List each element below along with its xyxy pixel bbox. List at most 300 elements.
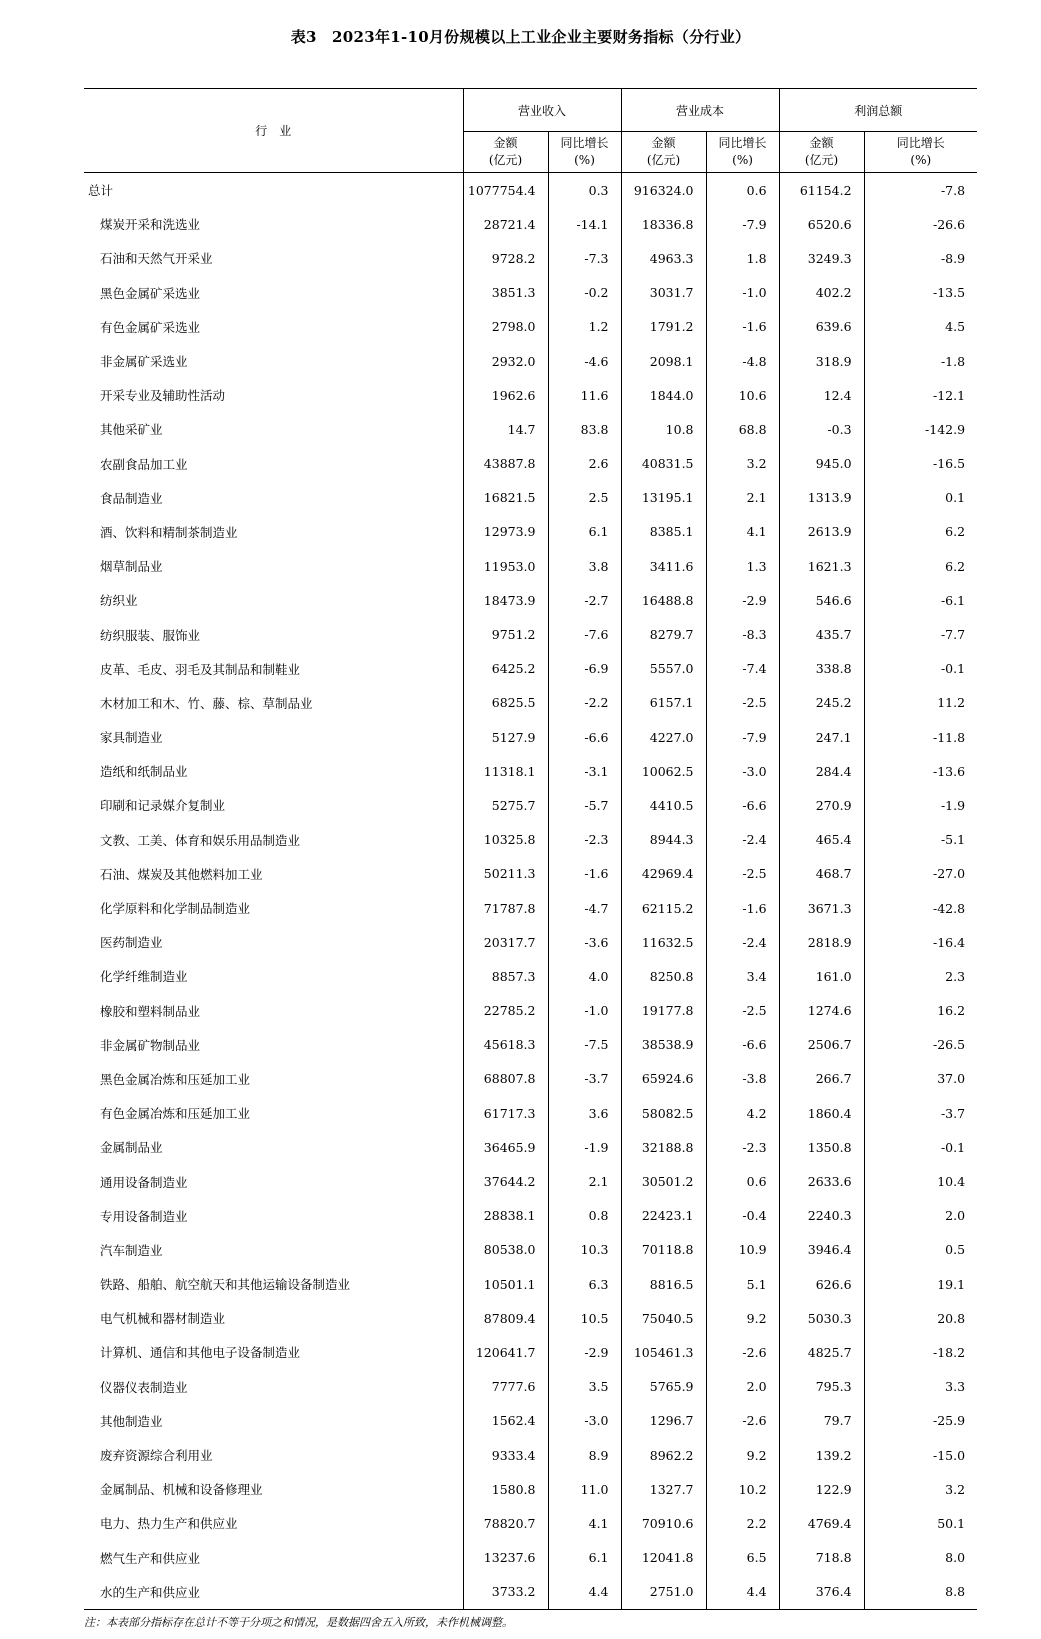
profit-growth-cell: -7.8 <box>864 173 977 208</box>
revenue-amount-cell: 10325.8 <box>463 823 548 857</box>
revenue-growth-cell: 10.3 <box>548 1233 621 1267</box>
profit-amount-cell: 3249.3 <box>779 241 864 275</box>
industry-name-cell: 黑色金属冶炼和压延加工业 <box>100 1071 251 1087</box>
cost-growth-cell: 0.6 <box>706 1164 779 1198</box>
cost-growth-cell: -2.6 <box>706 1404 779 1438</box>
profit-growth-cell: -11.8 <box>864 720 977 754</box>
profit-amount-cell: 3946.4 <box>779 1233 864 1267</box>
cost-growth-cell: -2.5 <box>706 857 779 891</box>
cost-growth-cell: -1.0 <box>706 276 779 310</box>
industry-name-cell: 汽车制造业 <box>100 1242 163 1258</box>
cost-amount-cell: 8944.3 <box>621 823 706 857</box>
table-row <box>84 652 977 686</box>
cost-growth-cell: -7.9 <box>706 207 779 241</box>
revenue-amount-cell: 68807.8 <box>463 1062 548 1096</box>
revenue-growth-cell: -3.0 <box>548 1404 621 1438</box>
cost-amount-cell: 6157.1 <box>621 686 706 720</box>
industry-name-cell: 黑色金属矿采选业 <box>100 285 201 301</box>
cost-growth-cell: 68.8 <box>706 412 779 446</box>
profit-amount-cell: 435.7 <box>779 617 864 651</box>
cost-amount-cell: 5765.9 <box>621 1370 706 1404</box>
profit-amount-cell: 4825.7 <box>779 1335 864 1369</box>
revenue-growth-cell: -2.9 <box>548 1335 621 1369</box>
revenue-amount-cell: 28838.1 <box>463 1199 548 1233</box>
table-row <box>84 1096 977 1130</box>
cost-amount-cell: 70118.8 <box>621 1233 706 1267</box>
profit-growth-cell: 6.2 <box>864 549 977 583</box>
cost-amount-cell: 42969.4 <box>621 857 706 891</box>
profit-amount-cell: 2506.7 <box>779 1028 864 1062</box>
cost-amount-cell: 19177.8 <box>621 994 706 1028</box>
table-row <box>84 1575 977 1610</box>
table-row <box>84 891 977 925</box>
industry-name-cell: 有色金属冶炼和压延加工业 <box>100 1106 251 1122</box>
table-row <box>84 447 977 481</box>
profit-amount-cell: 247.1 <box>779 720 864 754</box>
cost-growth-cell: 2.2 <box>706 1506 779 1540</box>
profit-growth-cell: 50.1 <box>864 1506 977 1540</box>
cost-growth-cell: 3.4 <box>706 959 779 993</box>
profit-growth-cell: -3.7 <box>864 1096 977 1130</box>
cost-amount-cell: 1844.0 <box>621 378 706 412</box>
profit-growth-cell: -42.8 <box>864 891 977 925</box>
revenue-amount-cell: 2798.0 <box>463 310 548 344</box>
revenue-growth-cell: 1.2 <box>548 310 621 344</box>
industry-name-cell: 纺织服装、服饰业 <box>100 627 201 643</box>
table-row <box>84 1335 977 1369</box>
revenue-amount-cell: 3733.2 <box>463 1575 548 1610</box>
profit-amount-cell: 2633.6 <box>779 1164 864 1198</box>
table-row <box>84 241 977 275</box>
revenue-amount-cell: 1580.8 <box>463 1472 548 1506</box>
profit-amount-cell: 266.7 <box>779 1062 864 1096</box>
industry-name-cell: 仪器仪表制造业 <box>100 1379 188 1395</box>
table-row <box>84 549 977 583</box>
profit-amount-cell: 402.2 <box>779 276 864 310</box>
table-row <box>84 207 977 241</box>
revenue-amount-cell: 61717.3 <box>463 1096 548 1130</box>
revenue-amount-cell: 3851.3 <box>463 276 548 310</box>
revenue-amount-cell: 20317.7 <box>463 925 548 959</box>
profit-growth-cell: -18.2 <box>864 1335 977 1369</box>
cost-amount-cell: 58082.5 <box>621 1096 706 1130</box>
table-row <box>84 1164 977 1198</box>
profit-growth-cell: -26.6 <box>864 207 977 241</box>
revenue-amount-cell: 22785.2 <box>463 994 548 1028</box>
industry-name-cell: 橡胶和塑料制品业 <box>100 1003 201 1019</box>
industry-name-cell: 水的生产和供应业 <box>84 1575 463 1610</box>
revenue-growth-cell: -2.2 <box>548 686 621 720</box>
profit-amount-cell: 1350.8 <box>779 1130 864 1164</box>
revenue-amount-cell: 9333.4 <box>463 1438 548 1472</box>
industry-name-cell: 纺织业 <box>100 593 138 609</box>
profit-amount-cell: 284.4 <box>779 754 864 788</box>
table-row <box>84 1199 977 1233</box>
profit-growth-cell: 2.3 <box>864 959 977 993</box>
industry-name-cell: 煤炭开采和洗选业 <box>100 217 201 233</box>
revenue-amount-cell: 5275.7 <box>463 788 548 822</box>
financial-indicators-table <box>84 88 977 1610</box>
revenue-growth-cell: -4.7 <box>548 891 621 925</box>
profit-growth-cell: 3.2 <box>864 1472 977 1506</box>
table-row <box>84 1028 977 1062</box>
cost-growth-cell: -2.4 <box>706 925 779 959</box>
cost-amount-cell: 1791.2 <box>621 310 706 344</box>
profit-amount-cell: 122.9 <box>779 1472 864 1506</box>
revenue-amount-cell: 120641.7 <box>463 1335 548 1369</box>
revenue-growth-cell: -3.7 <box>548 1062 621 1096</box>
profit-growth-cell: -6.1 <box>864 583 977 617</box>
table-row <box>84 857 977 891</box>
revenue-growth-cell: -14.1 <box>548 207 621 241</box>
profit-growth-cell: -12.1 <box>864 378 977 412</box>
cost-amount-cell: 40831.5 <box>621 447 706 481</box>
revenue-growth-cell: 3.6 <box>548 1096 621 1130</box>
cost-amount-cell: 3031.7 <box>621 276 706 310</box>
cost-amount-cell: 3411.6 <box>621 549 706 583</box>
revenue-growth-cell: 2.5 <box>548 481 621 515</box>
cost-growth-cell: 9.2 <box>706 1438 779 1472</box>
profit-growth-cell: 6.2 <box>864 515 977 549</box>
profit-growth-cell: -0.1 <box>864 652 977 686</box>
profit-growth-cell: -7.7 <box>864 617 977 651</box>
profit-amount-cell: 5030.3 <box>779 1301 864 1335</box>
cost-growth-cell: 2.0 <box>706 1370 779 1404</box>
profit-amount-cell: 12.4 <box>779 378 864 412</box>
cost-growth-cell: 10.2 <box>706 1472 779 1506</box>
industry-name-cell: 非金属矿物制品业 <box>100 1037 201 1053</box>
profit-header: 利润总额 <box>779 89 977 132</box>
table-row <box>84 994 977 1028</box>
table-row <box>84 344 977 378</box>
revenue-amount-header: 金额 (亿元) <box>463 132 548 173</box>
revenue-growth-cell: 4.1 <box>548 1506 621 1540</box>
revenue-amount-cell: 71787.8 <box>463 891 548 925</box>
cost-amount-cell: 4963.3 <box>621 241 706 275</box>
cost-amount-cell: 4410.5 <box>621 788 706 822</box>
cost-growth-cell: 4.1 <box>706 515 779 549</box>
revenue-amount-cell: 7777.6 <box>463 1370 548 1404</box>
profit-growth-cell: -1.9 <box>864 788 977 822</box>
cost-growth-cell: 6.5 <box>706 1541 779 1575</box>
revenue-amount-cell: 18473.9 <box>463 583 548 617</box>
industry-header: 行 业 <box>84 89 463 173</box>
profit-amount-cell: 468.7 <box>779 857 864 891</box>
revenue-growth-cell: 2.6 <box>548 447 621 481</box>
cost-growth-cell: -6.6 <box>706 1028 779 1062</box>
profit-amount-cell: 626.6 <box>779 1267 864 1301</box>
profit-amount-cell: 1313.9 <box>779 481 864 515</box>
cost-growth-cell: 5.1 <box>706 1267 779 1301</box>
table-row <box>84 754 977 788</box>
cost-amount-cell: 2751.0 <box>621 1575 706 1610</box>
revenue-amount-cell: 11318.1 <box>463 754 548 788</box>
profit-growth-cell: 19.1 <box>864 1267 977 1301</box>
revenue-growth-header: 同比增长 (%) <box>548 132 621 173</box>
profit-amount-cell: 1860.4 <box>779 1096 864 1130</box>
cost-amount-cell: 32188.8 <box>621 1130 706 1164</box>
table-row <box>84 1404 977 1438</box>
cost-growth-cell: 10.6 <box>706 378 779 412</box>
industry-name-cell: 印刷和记录媒介复制业 <box>100 798 226 814</box>
revenue-amount-cell: 6425.2 <box>463 652 548 686</box>
revenue-growth-cell: 83.8 <box>548 412 621 446</box>
table-row <box>84 1301 977 1335</box>
cost-growth-cell: 4.2 <box>706 1096 779 1130</box>
profit-growth-cell: -16.4 <box>864 925 977 959</box>
revenue-growth-cell: 6.1 <box>548 515 621 549</box>
profit-growth-cell: -26.5 <box>864 1028 977 1062</box>
cost-amount-cell: 30501.2 <box>621 1164 706 1198</box>
industry-name-cell: 电气机械和器材制造业 <box>100 1311 226 1327</box>
cost-growth-cell: 10.9 <box>706 1233 779 1267</box>
cost-amount-cell: 62115.2 <box>621 891 706 925</box>
industry-name-cell: 电力、热力生产和供应业 <box>100 1516 238 1532</box>
profit-amount-cell: 1274.6 <box>779 994 864 1028</box>
profit-amount-cell: 546.6 <box>779 583 864 617</box>
cost-growth-cell: 2.1 <box>706 481 779 515</box>
cost-growth-header: 同比增长 (%) <box>706 132 779 173</box>
header-row-groups <box>84 89 977 132</box>
table-row <box>84 617 977 651</box>
industry-name-cell: 造纸和纸制品业 <box>100 764 188 780</box>
cost-growth-cell: 0.6 <box>706 173 779 208</box>
profit-amount-header: 金额 (亿元) <box>779 132 864 173</box>
revenue-amount-cell: 87809.4 <box>463 1301 548 1335</box>
revenue-growth-cell: 2.1 <box>548 1164 621 1198</box>
profit-amount-cell: 318.9 <box>779 344 864 378</box>
table-row <box>84 1062 977 1096</box>
profit-amount-cell: 3671.3 <box>779 891 864 925</box>
revenue-amount-cell: 1562.4 <box>463 1404 548 1438</box>
cost-growth-cell: -6.6 <box>706 788 779 822</box>
industry-name-cell: 木材加工和木、竹、藤、棕、草制品业 <box>100 695 313 711</box>
profit-growth-cell: 37.0 <box>864 1062 977 1096</box>
cost-amount-cell: 18336.8 <box>621 207 706 241</box>
revenue-growth-cell: -1.0 <box>548 994 621 1028</box>
industry-name-cell: 家具制造业 <box>100 730 163 746</box>
profit-amount-cell: 718.8 <box>779 1541 864 1575</box>
profit-amount-cell: 4769.4 <box>779 1506 864 1540</box>
revenue-growth-cell: -6.9 <box>548 652 621 686</box>
profit-growth-cell: 0.5 <box>864 1233 977 1267</box>
profit-growth-cell: -8.9 <box>864 241 977 275</box>
cost-growth-cell: -2.6 <box>706 1335 779 1369</box>
table-row <box>84 583 977 617</box>
table-row <box>84 823 977 857</box>
table-row <box>84 481 977 515</box>
industry-name-cell: 其他制造业 <box>100 1413 163 1429</box>
profit-amount-cell: 338.8 <box>779 652 864 686</box>
industry-name-cell: 皮革、毛皮、羽毛及其制品和制鞋业 <box>100 661 301 677</box>
profit-growth-cell: 0.1 <box>864 481 977 515</box>
cost-amount-cell: 16488.8 <box>621 583 706 617</box>
profit-growth-cell: -13.6 <box>864 754 977 788</box>
revenue-amount-cell: 1962.6 <box>463 378 548 412</box>
revenue-amount-cell: 14.7 <box>463 412 548 446</box>
profit-growth-cell: 16.2 <box>864 994 977 1028</box>
table-title: 表3 2023年1-10月份规模以上工业企业主要财务指标（分行业） <box>290 28 751 46</box>
revenue-growth-cell: 3.8 <box>548 549 621 583</box>
revenue-amount-cell: 12973.9 <box>463 515 548 549</box>
industry-name-cell: 石油和天然气开采业 <box>100 251 213 267</box>
table-row <box>84 1506 977 1540</box>
cost-growth-cell: -2.5 <box>706 994 779 1028</box>
cost-growth-cell: 1.3 <box>706 549 779 583</box>
cost-amount-cell: 70910.6 <box>621 1506 706 1540</box>
cost-amount-cell: 2098.1 <box>621 344 706 378</box>
profit-amount-cell: 2613.9 <box>779 515 864 549</box>
industry-name-cell: 专用设备制造业 <box>100 1208 188 1224</box>
cost-amount-cell: 10062.5 <box>621 754 706 788</box>
cost-amount-cell: 10.8 <box>621 412 706 446</box>
table-row <box>84 1472 977 1506</box>
revenue-growth-cell: -3.1 <box>548 754 621 788</box>
profit-growth-cell: -25.9 <box>864 1404 977 1438</box>
revenue-growth-cell: -7.3 <box>548 241 621 275</box>
profit-growth-cell: -1.8 <box>864 344 977 378</box>
cost-amount-cell: 8962.2 <box>621 1438 706 1472</box>
industry-name-cell: 计算机、通信和其他电子设备制造业 <box>100 1345 301 1361</box>
cost-amount-cell: 8279.7 <box>621 617 706 651</box>
industry-name-cell: 有色金属矿采选业 <box>100 319 201 335</box>
industry-name-cell: 燃气生产和供应业 <box>100 1550 201 1566</box>
cost-amount-cell: 11632.5 <box>621 925 706 959</box>
industry-name-cell: 总计 <box>88 183 114 199</box>
revenue-amount-cell: 1077754.4 <box>463 173 548 208</box>
profit-growth-cell: -27.0 <box>864 857 977 891</box>
profit-amount-cell: 6520.6 <box>779 207 864 241</box>
cost-amount-cell: 22423.1 <box>621 1199 706 1233</box>
revenue-growth-cell: -0.2 <box>548 276 621 310</box>
profit-amount-cell: 61154.2 <box>779 173 864 208</box>
profit-growth-cell: 11.2 <box>864 686 977 720</box>
revenue-growth-cell: 8.9 <box>548 1438 621 1472</box>
revenue-growth-cell: 3.5 <box>548 1370 621 1404</box>
revenue-growth-cell: 6.1 <box>548 1541 621 1575</box>
profit-amount-cell: 139.2 <box>779 1438 864 1472</box>
cost-growth-cell: -3.0 <box>706 754 779 788</box>
industry-name-cell: 文教、工美、体育和娱乐用品制造业 <box>100 832 301 848</box>
revenue-amount-cell: 2932.0 <box>463 344 548 378</box>
revenue-growth-cell: 4.4 <box>548 1575 621 1610</box>
cost-growth-cell: -7.4 <box>706 652 779 686</box>
cost-amount-cell: 8816.5 <box>621 1267 706 1301</box>
profit-amount-cell: -0.3 <box>779 412 864 446</box>
profit-amount-cell: 639.6 <box>779 310 864 344</box>
cost-growth-cell: -0.4 <box>706 1199 779 1233</box>
revenue-amount-cell: 5127.9 <box>463 720 548 754</box>
cost-amount-cell: 75040.5 <box>621 1301 706 1335</box>
revenue-growth-cell: -2.7 <box>548 583 621 617</box>
cost-growth-cell: -3.8 <box>706 1062 779 1096</box>
cost-amount-cell: 12041.8 <box>621 1541 706 1575</box>
table-row <box>84 378 977 412</box>
table-row <box>84 412 977 446</box>
profit-growth-cell: -13.5 <box>864 276 977 310</box>
industry-name-cell: 烟草制品业 <box>100 559 163 575</box>
cost-growth-cell: -7.9 <box>706 720 779 754</box>
revenue-growth-cell: 0.8 <box>548 1199 621 1233</box>
profit-growth-cell: 10.4 <box>864 1164 977 1198</box>
industry-name-cell: 农副食品加工业 <box>100 456 188 472</box>
cost-growth-cell: -4.8 <box>706 344 779 378</box>
revenue-amount-cell: 11953.0 <box>463 549 548 583</box>
cost-growth-cell: -1.6 <box>706 891 779 925</box>
industry-name-cell: 铁路、船舶、航空航天和其他运输设备制造业 <box>100 1277 351 1293</box>
cost-amount-cell: 105461.3 <box>621 1335 706 1369</box>
revenue-growth-cell: -6.6 <box>548 720 621 754</box>
cost-amount-cell: 4227.0 <box>621 720 706 754</box>
revenue-amount-cell: 80538.0 <box>463 1233 548 1267</box>
table-row <box>84 1541 977 1575</box>
industry-name-cell: 金属制品、机械和设备修理业 <box>100 1482 263 1498</box>
industry-name-cell: 其他采矿业 <box>100 422 163 438</box>
cost-amount-cell: 8385.1 <box>621 515 706 549</box>
revenue-amount-cell: 8857.3 <box>463 959 548 993</box>
revenue-amount-cell: 45618.3 <box>463 1028 548 1062</box>
footnote: 注：本表部分指标存在总计不等于分项之和情况，是数据四舍五入所致，未作机械调整。 <box>84 1616 513 1629</box>
profit-amount-cell: 2240.3 <box>779 1199 864 1233</box>
revenue-growth-cell: -1.9 <box>548 1130 621 1164</box>
profit-amount-cell: 1621.3 <box>779 549 864 583</box>
profit-growth-cell: 3.3 <box>864 1370 977 1404</box>
profit-growth-header: 同比增长 (%) <box>864 132 977 173</box>
revenue-header: 营业收入 <box>463 89 621 132</box>
revenue-amount-cell: 78820.7 <box>463 1506 548 1540</box>
table-row <box>84 310 977 344</box>
cost-amount-cell: 8250.8 <box>621 959 706 993</box>
table-row <box>84 1370 977 1404</box>
industry-name-cell: 酒、饮料和精制茶制造业 <box>100 524 238 540</box>
profit-growth-cell: 4.5 <box>864 310 977 344</box>
revenue-growth-cell: -2.3 <box>548 823 621 857</box>
cost-growth-cell: -8.3 <box>706 617 779 651</box>
table-row <box>84 276 977 310</box>
revenue-amount-cell: 10501.1 <box>463 1267 548 1301</box>
table-row <box>84 925 977 959</box>
industry-name-cell: 金属制品业 <box>100 1140 163 1156</box>
revenue-amount-cell: 37644.2 <box>463 1164 548 1198</box>
profit-amount-cell: 795.3 <box>779 1370 864 1404</box>
revenue-growth-cell: -5.7 <box>548 788 621 822</box>
revenue-growth-cell: -7.6 <box>548 617 621 651</box>
table-row <box>84 1130 977 1164</box>
profit-growth-cell: 2.0 <box>864 1199 977 1233</box>
profit-amount-cell: 270.9 <box>779 788 864 822</box>
revenue-growth-cell: 11.6 <box>548 378 621 412</box>
revenue-amount-cell: 6825.5 <box>463 686 548 720</box>
revenue-growth-cell: -7.5 <box>548 1028 621 1062</box>
profit-amount-cell: 245.2 <box>779 686 864 720</box>
revenue-amount-cell: 28721.4 <box>463 207 548 241</box>
cost-growth-cell: 3.2 <box>706 447 779 481</box>
profit-amount-cell: 79.7 <box>779 1404 864 1438</box>
industry-name-cell: 化学纤维制造业 <box>100 969 188 985</box>
table-row <box>84 1438 977 1472</box>
industry-name-cell: 医药制造业 <box>100 935 163 951</box>
revenue-amount-cell: 9728.2 <box>463 241 548 275</box>
cost-amount-cell: 65924.6 <box>621 1062 706 1096</box>
table-row <box>84 515 977 549</box>
cost-growth-cell: 4.4 <box>706 1575 779 1610</box>
cost-growth-cell: -2.4 <box>706 823 779 857</box>
revenue-growth-cell: 4.0 <box>548 959 621 993</box>
profit-growth-cell: -142.9 <box>864 412 977 446</box>
industry-name-cell: 石油、煤炭及其他燃料加工业 <box>100 866 263 882</box>
table-row <box>84 1233 977 1267</box>
profit-amount-cell: 465.4 <box>779 823 864 857</box>
